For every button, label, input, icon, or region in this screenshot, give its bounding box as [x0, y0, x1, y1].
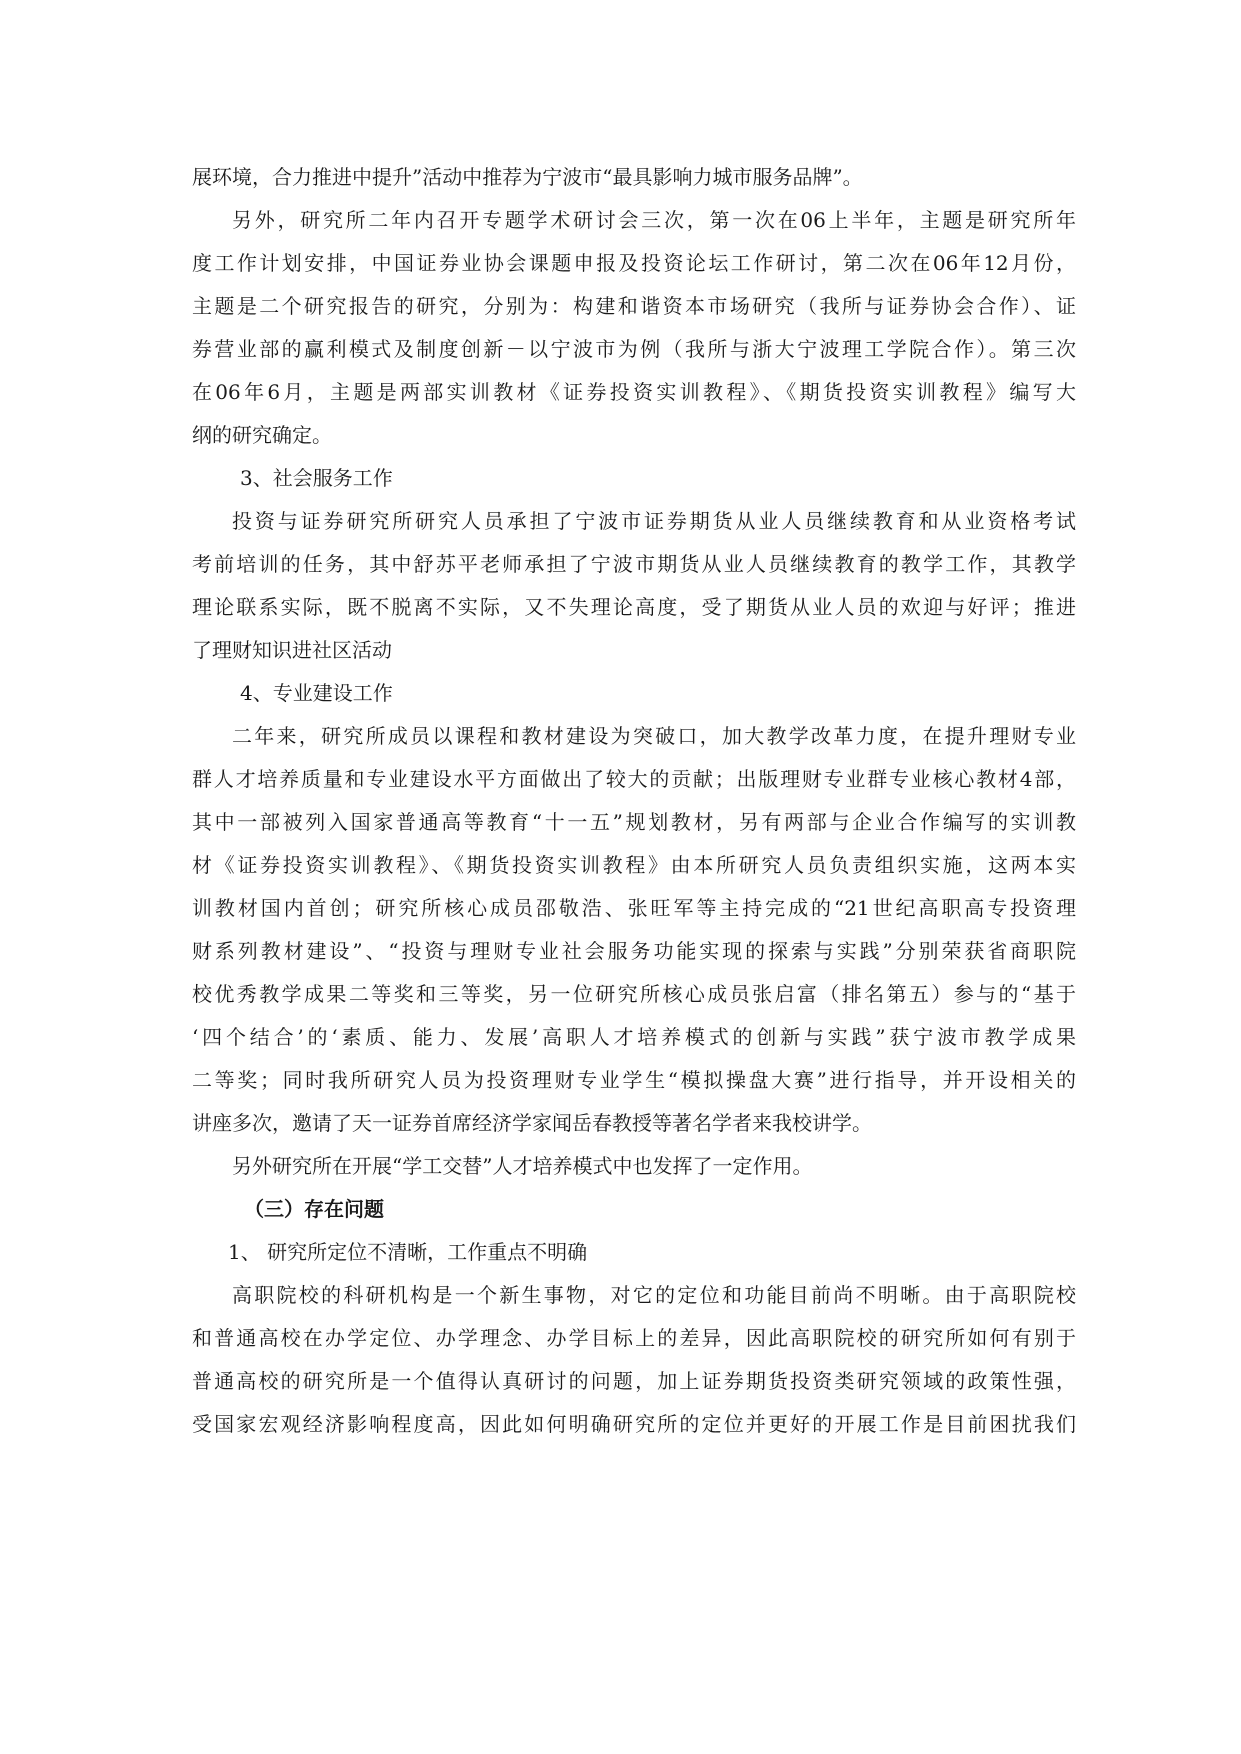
document-body	[192, 156, 1076, 1446]
text-line: 其中一部被列入国家普通高等教育“十一五”规划教材，另有两部与企业合作编写的实训教	[192, 810, 1076, 834]
text-line: 考前培训的任务，其中舒苏平老师承担了宁波市期货从业人员继续教育的教学工作，其教学	[192, 552, 1076, 576]
text-line: 普通高校的研究所是一个值得认真研讨的问题，加上证券期货投资类研究领域的政策性强，	[192, 1369, 1076, 1393]
text-line: 和普通高校在办学定位、办学理念、办学目标上的差异，因此高职院校的研究所如何有别于	[192, 1326, 1076, 1350]
text-line: ‘四个结合’的‘素质、能力、发展’高职人才培养模式的创新与实践”获宁波市教学成果	[192, 1025, 1076, 1049]
text-line: 纲的研究确定。	[192, 423, 332, 447]
text-line: 度工作计划安排，中国证券业协会课题申报及投资论坛工作研讨，第二次在06年12月份，	[192, 251, 1076, 275]
subsection-heading: 3、社会服务工作	[240, 466, 393, 490]
subsection-heading: 4、专业建设工作	[240, 681, 393, 705]
text-line: 了理财知识进社区活动	[192, 638, 392, 662]
text-line: 训教材国内首创；研究所核心成员邵敬浩、张旺军等主持完成的“21世纪高职高专投资理	[192, 896, 1076, 920]
text-line: 财系列教材建设”、“投资与理财专业社会服务功能实现的探索与实践”分别荣获省商职院	[192, 939, 1076, 963]
issue-item-heading: 1、 研究所定位不清晰，工作重点不明确	[228, 1240, 588, 1264]
text-line: 另外研究所在开展“学工交替”人才培养模式中也发挥了一定作用。	[232, 1154, 813, 1178]
text-line: 另外，研究所二年内召开专题学术研讨会三次，第一次在06上半年，主题是研究所年	[232, 208, 1076, 232]
text-line: 材《证券投资实训教程》、《期货投资实训教程》由本所研究人员负责组织实施，这两本实	[192, 853, 1076, 877]
section-heading: （三）存在问题	[244, 1197, 384, 1221]
text-line: 券营业部的赢利模式及制度创新－以宁波市为例（我所与浙大宁波理工学院合作）。第三次	[192, 337, 1076, 361]
text-line: 投资与证券研究所研究人员承担了宁波市证券期货从业人员继续教育和从业资格考试	[232, 509, 1076, 533]
text-line: 二年来，研究所成员以课程和教材建设为突破口，加大教学改革力度，在提升理财专业	[232, 724, 1076, 748]
text-line: 展环境，合力推进中提升”活动中推荐为宁波市“最具影响力城市服务品牌”。	[192, 165, 863, 189]
text-line: 校优秀教学成果二等奖和三等奖，另一位研究所核心成员张启富（排名第五）参与的“基于	[192, 982, 1076, 1006]
text-line: 受国家宏观经济影响程度高，因此如何明确研究所的定位并更好的开展工作是目前困扰我们	[192, 1412, 1076, 1436]
text-line: 讲座多次，邀请了天一证券首席经济学家闻岳春教授等著名学者来我校讲学。	[192, 1111, 872, 1135]
text-line: 理论联系实际，既不脱离不实际，又不失理论高度，受了期货从业人员的欢迎与好评；推进	[192, 595, 1076, 619]
text-line: 高职院校的科研机构是一个新生事物，对它的定位和功能目前尚不明晰。由于高职院校	[232, 1283, 1076, 1307]
text-line: 主题是二个研究报告的研究，分别为：构建和谐资本市场研究（我所与证券协会合作）、证	[192, 294, 1076, 318]
text-line: 二等奖；同时我所研究人员为投资理财专业学生“模拟操盘大赛”进行指导，并开设相关的	[192, 1068, 1076, 1092]
text-line: 在06年6月，主题是两部实训教材《证券投资实训教程》、《期货投资实训教程》编写大	[192, 380, 1076, 404]
text-line: 群人才培养质量和专业建设水平方面做出了较大的贡献；出版理财专业群专业核心教材4部，	[192, 767, 1076, 791]
